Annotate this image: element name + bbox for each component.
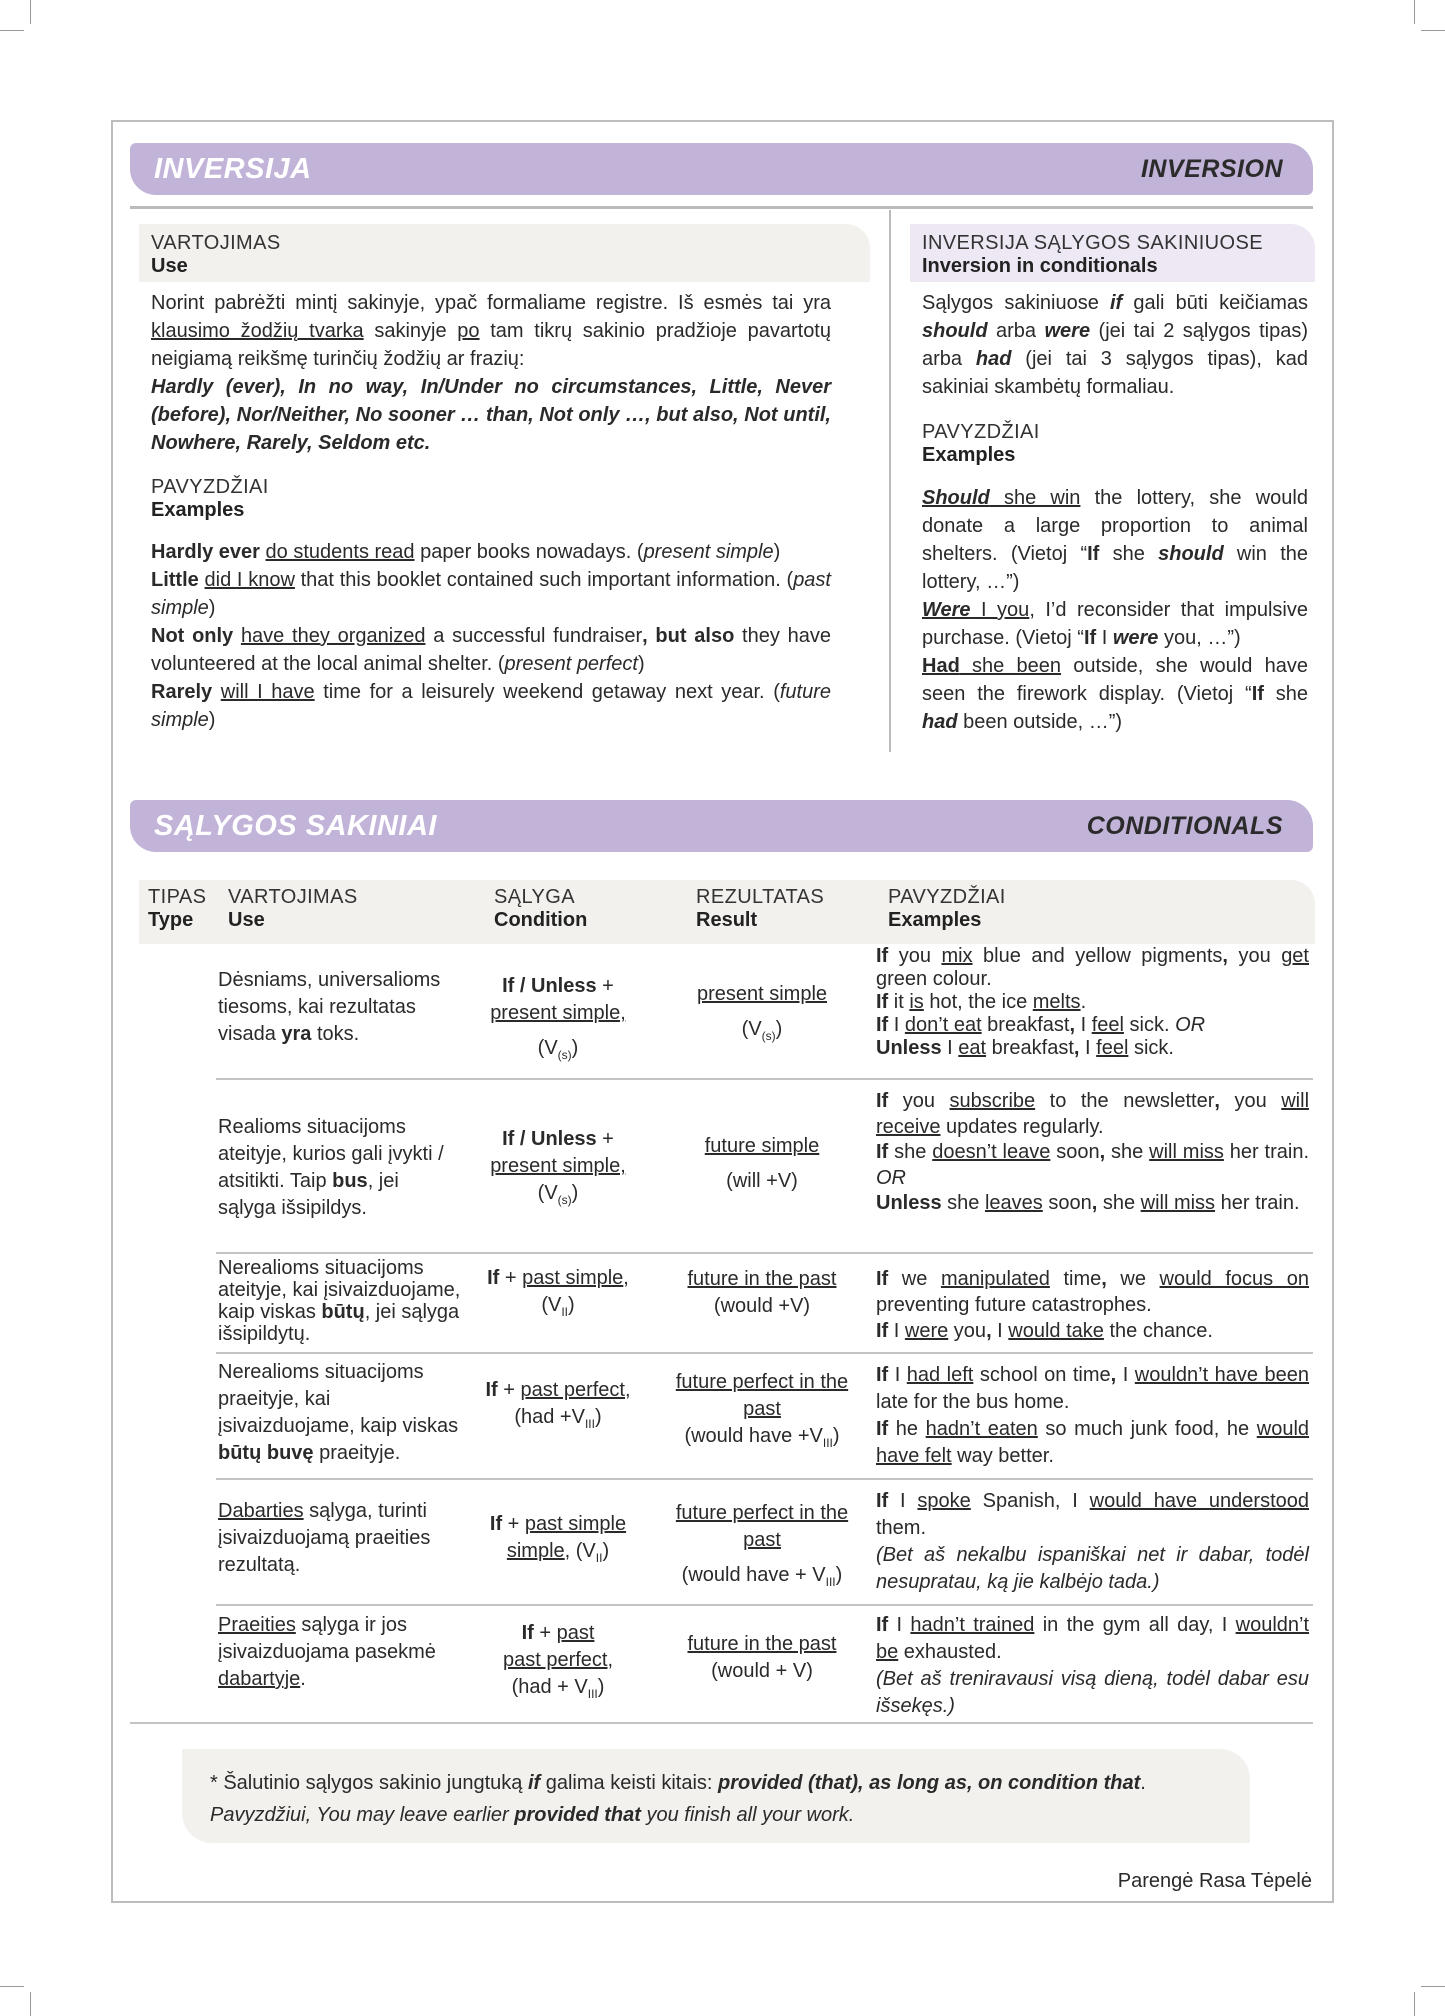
crop-mark <box>1414 1992 1415 2016</box>
row-divider <box>216 1352 1313 1354</box>
example-line: If I were you, I would take the chance. <box>876 1320 1213 1342</box>
row4-condition: If + past simple simple, $(V_{II})$ <box>489 1513 627 1565</box>
use-label-lt: VARTOJIMAS <box>151 232 281 254</box>
row1-use: Realioms situacijoms ateityje, kurios gali įvykti / atsitikti. Taip bus, jei sąlyga išsipildys. <box>218 1116 444 1219</box>
row0-result: present simple $(V_{(s)})$ <box>696 983 828 1043</box>
example-line: If you mix blue and yellow pigments, you get green colour. <box>876 945 1309 990</box>
crop-mark <box>0 30 24 31</box>
example-item: Hardly ever do students read paper books nowadays. (present simple) <box>151 541 781 563</box>
inv-cond-header <box>910 224 1315 282</box>
negative-words-list: Hardly (ever), In no way, In/Under no circumstances, Little, Never (before), Nor/Neither, No sooner … than, Not only …, but also, Not until, Nowhere, Rarely, Seldom etc. <box>151 376 831 454</box>
inv-cond-examples <box>922 484 1308 736</box>
example-line: If I hadn’t trained in the gym all day, I wouldn’t be exhausted. <box>876 1614 1310 1663</box>
example-item: Little did I know that this booklet contained such important information. (past simple) <box>151 569 831 619</box>
example-item: Had she been outside, she would have seen the firework display. (Vietoj “If she had been outside, …”) <box>922 655 1308 733</box>
example-line: If we manipulated time, we would focus on preventing future catastrophes. <box>876 1268 1309 1316</box>
example-line: If she doesn’t leave soon, she will miss her train. OR <box>876 1141 1310 1189</box>
row3-use: Nerealioms situacijoms praeityje, kai įsivaizduojame, kaip viskas būtų buvę praeityje. <box>218 1361 459 1464</box>
examples-header <box>151 476 269 522</box>
banner-rule <box>130 206 1313 209</box>
example-line: Unless she leaves soon, she will miss her train. <box>876 1192 1300 1214</box>
row0-condition: If / Unless + present simple, $(V_{(s)})$ <box>490 975 626 1062</box>
example-line: If I don’t eat breakfast, I feel sick. OR <box>876 1014 1206 1036</box>
col-result: REZULTATAS Result <box>696 886 825 931</box>
col-use: VARTOJIMAS Use <box>228 886 358 931</box>
example-line: If I had left school on time, I wouldn’t have been late for the bus home. <box>876 1364 1310 1413</box>
example-line: If you subscribe to the newsletter, you will receive updates regularly. <box>876 1090 1310 1138</box>
col-examples: PAVYZDŽIAI Examples <box>888 886 1006 931</box>
example-item: Not only have they organized a successful fundraiser, but also they have volunteered at the local animal shelter. (present perfect) <box>151 625 831 675</box>
row2-examples <box>876 1266 1309 1344</box>
inversion-title-en: INVERSION <box>1140 155 1283 183</box>
example-item: Should she win the lottery, she would donate a large proportion to animal shelters. (Vietoj “If she should win the lottery, …”) <box>922 487 1308 593</box>
example-item: Rarely will I have time for a leisurely weekend getaway next year. (future simple) <box>151 681 832 731</box>
inv-cond-label-lt: INVERSIJA SĄLYGOS SAKINIUOSE <box>922 232 1263 254</box>
row5-examples <box>876 1612 1309 1720</box>
inversion-examples <box>151 538 831 734</box>
row3-condition: If + past perfect, $(had +V_{III})$ <box>485 1379 631 1431</box>
row0-use: Dėsniams, universalioms tiesoms, kai rezultatas visada yra toks. <box>218 969 441 1045</box>
conditionals-banner <box>130 800 1313 852</box>
col-type: TIPAS Type <box>148 886 207 931</box>
example-translation: (Bet aš nekalbu ispaniškai net ir dabar, todėl nesupratau, ką jie kalbėjo tada.) <box>876 1544 1309 1593</box>
inversion-title: INVERSIJA <box>154 153 312 185</box>
row3-result: future perfect in the past (would have $+V_{III}$) <box>675 1371 849 1450</box>
example-line: Unless I eat breakfast, I feel sick. <box>876 1037 1174 1059</box>
use-label-en: Use <box>151 255 188 277</box>
row-divider <box>216 1604 1313 1606</box>
crop-mark <box>0 1986 24 1987</box>
cond-examples-label-en: Examples <box>922 444 1016 466</box>
example-line: If it is hot, the ice melts. <box>876 991 1087 1013</box>
example-item: Were I you, I’d reconsider that impulsive purchase. (Vietoj “If I were you, …”) <box>922 599 1308 649</box>
row1-condition: If / Unless + present simple, $(V_{(s)})$ <box>490 1128 626 1207</box>
examples-label-lt: PAVYZDŽIAI <box>151 476 269 498</box>
crop-mark <box>1421 30 1445 31</box>
use-header <box>139 224 870 282</box>
conditionals-title-en: CONDITIONALS <box>1086 812 1283 840</box>
footnote-box <box>182 1749 1250 1843</box>
crop-mark <box>30 1992 31 2016</box>
conditionals-title: SĄLYGOS SAKINIAI <box>154 810 437 842</box>
examples-label-en: Examples <box>151 499 245 521</box>
crop-mark <box>1421 1986 1445 1987</box>
cond-examples-label-lt: PAVYZDŽIAI <box>922 421 1040 443</box>
row2-use: Nerealioms situacijoms ateityje, kai įsivaizduojame, kaip viskas būtų, jei sąlyga išsipildytų. <box>218 1257 461 1345</box>
row0-examples <box>876 945 1309 1060</box>
row4-result: future perfect in the past (would have + $V_{III}$) <box>675 1502 849 1589</box>
col-condition: SĄLYGA Condition <box>494 886 588 931</box>
row-divider <box>216 1478 1313 1480</box>
row-divider <box>216 1252 1313 1254</box>
column-divider <box>889 210 891 752</box>
row5-use: Praeities sąlyga ir jos įsivaizduojama pasekmė dabartyje. <box>218 1614 436 1690</box>
example-line: If I spoke Spanish, I would have understood them. <box>876 1490 1309 1539</box>
row3-examples <box>876 1362 1309 1470</box>
crop-mark <box>30 0 31 24</box>
table-header <box>139 880 1315 944</box>
footnote-text: * Šalutinio sąlygos sakinio jungtuką if galima keisti kitais: provided (that), as long as, on condition that. Pavyzdžiui, You may leave earlier provided that you finish all your work. <box>210 1772 1146 1826</box>
row4-use: Dabarties sąlyga, turinti įsivaizduojamą praeities rezultatą. <box>218 1500 431 1576</box>
row4-examples <box>876 1488 1309 1596</box>
crop-mark <box>1414 0 1415 24</box>
table-bottom-rule <box>130 1722 1313 1724</box>
row5-condition: If + past past perfect, $(had + V_{III})$ <box>502 1622 614 1701</box>
row5-result: future in the past (would + V) <box>687 1633 837 1682</box>
cond-examples-header <box>922 421 1040 467</box>
row1-examples <box>876 1089 1309 1217</box>
row1-result: future simple (will +V) <box>704 1135 820 1192</box>
use-text: Norint pabrėžti mintį sakinyje, ypač formaliame registre. Iš esmės tai yra klausimo žodžių tvarka sakinyje po tam tikrų sakinio pradžioje pavartotų neigiamą reikšmę turinčių žodžių ar frazių: Hardly (ever), In no way, In/Under no circumstances, Little, Never (before), Nor/Neither, No sooner … than, Not only …, but also, Not until, Nowhere, Rarely, Seldom etc. <box>151 289 831 457</box>
row-divider <box>216 1078 1313 1080</box>
author-credit: Parengė Rasa Tėpelė <box>1117 1870 1312 1892</box>
row2-result: future in the past (would +V) <box>687 1268 837 1317</box>
inv-cond-text: Sąlygos sakiniuose if gali būti keičiamas should arba were (jei tai 2 sąlygos tipas) arba had (jei tai 3 sąlygos tipas), kad sakiniai skambėtų formaliau. <box>922 292 1308 398</box>
example-line: If he hadn’t eaten so much junk food, he would have felt way better. <box>876 1418 1310 1467</box>
row2-condition: If + past simple, $(V_{II})$ <box>487 1267 629 1319</box>
inv-cond-label-en: Inversion in conditionals <box>922 255 1158 277</box>
example-translation: (Bet aš treniravausi visą dieną, todėl dabar esu išsekęs.) <box>876 1668 1309 1717</box>
inversion-banner <box>130 143 1313 195</box>
